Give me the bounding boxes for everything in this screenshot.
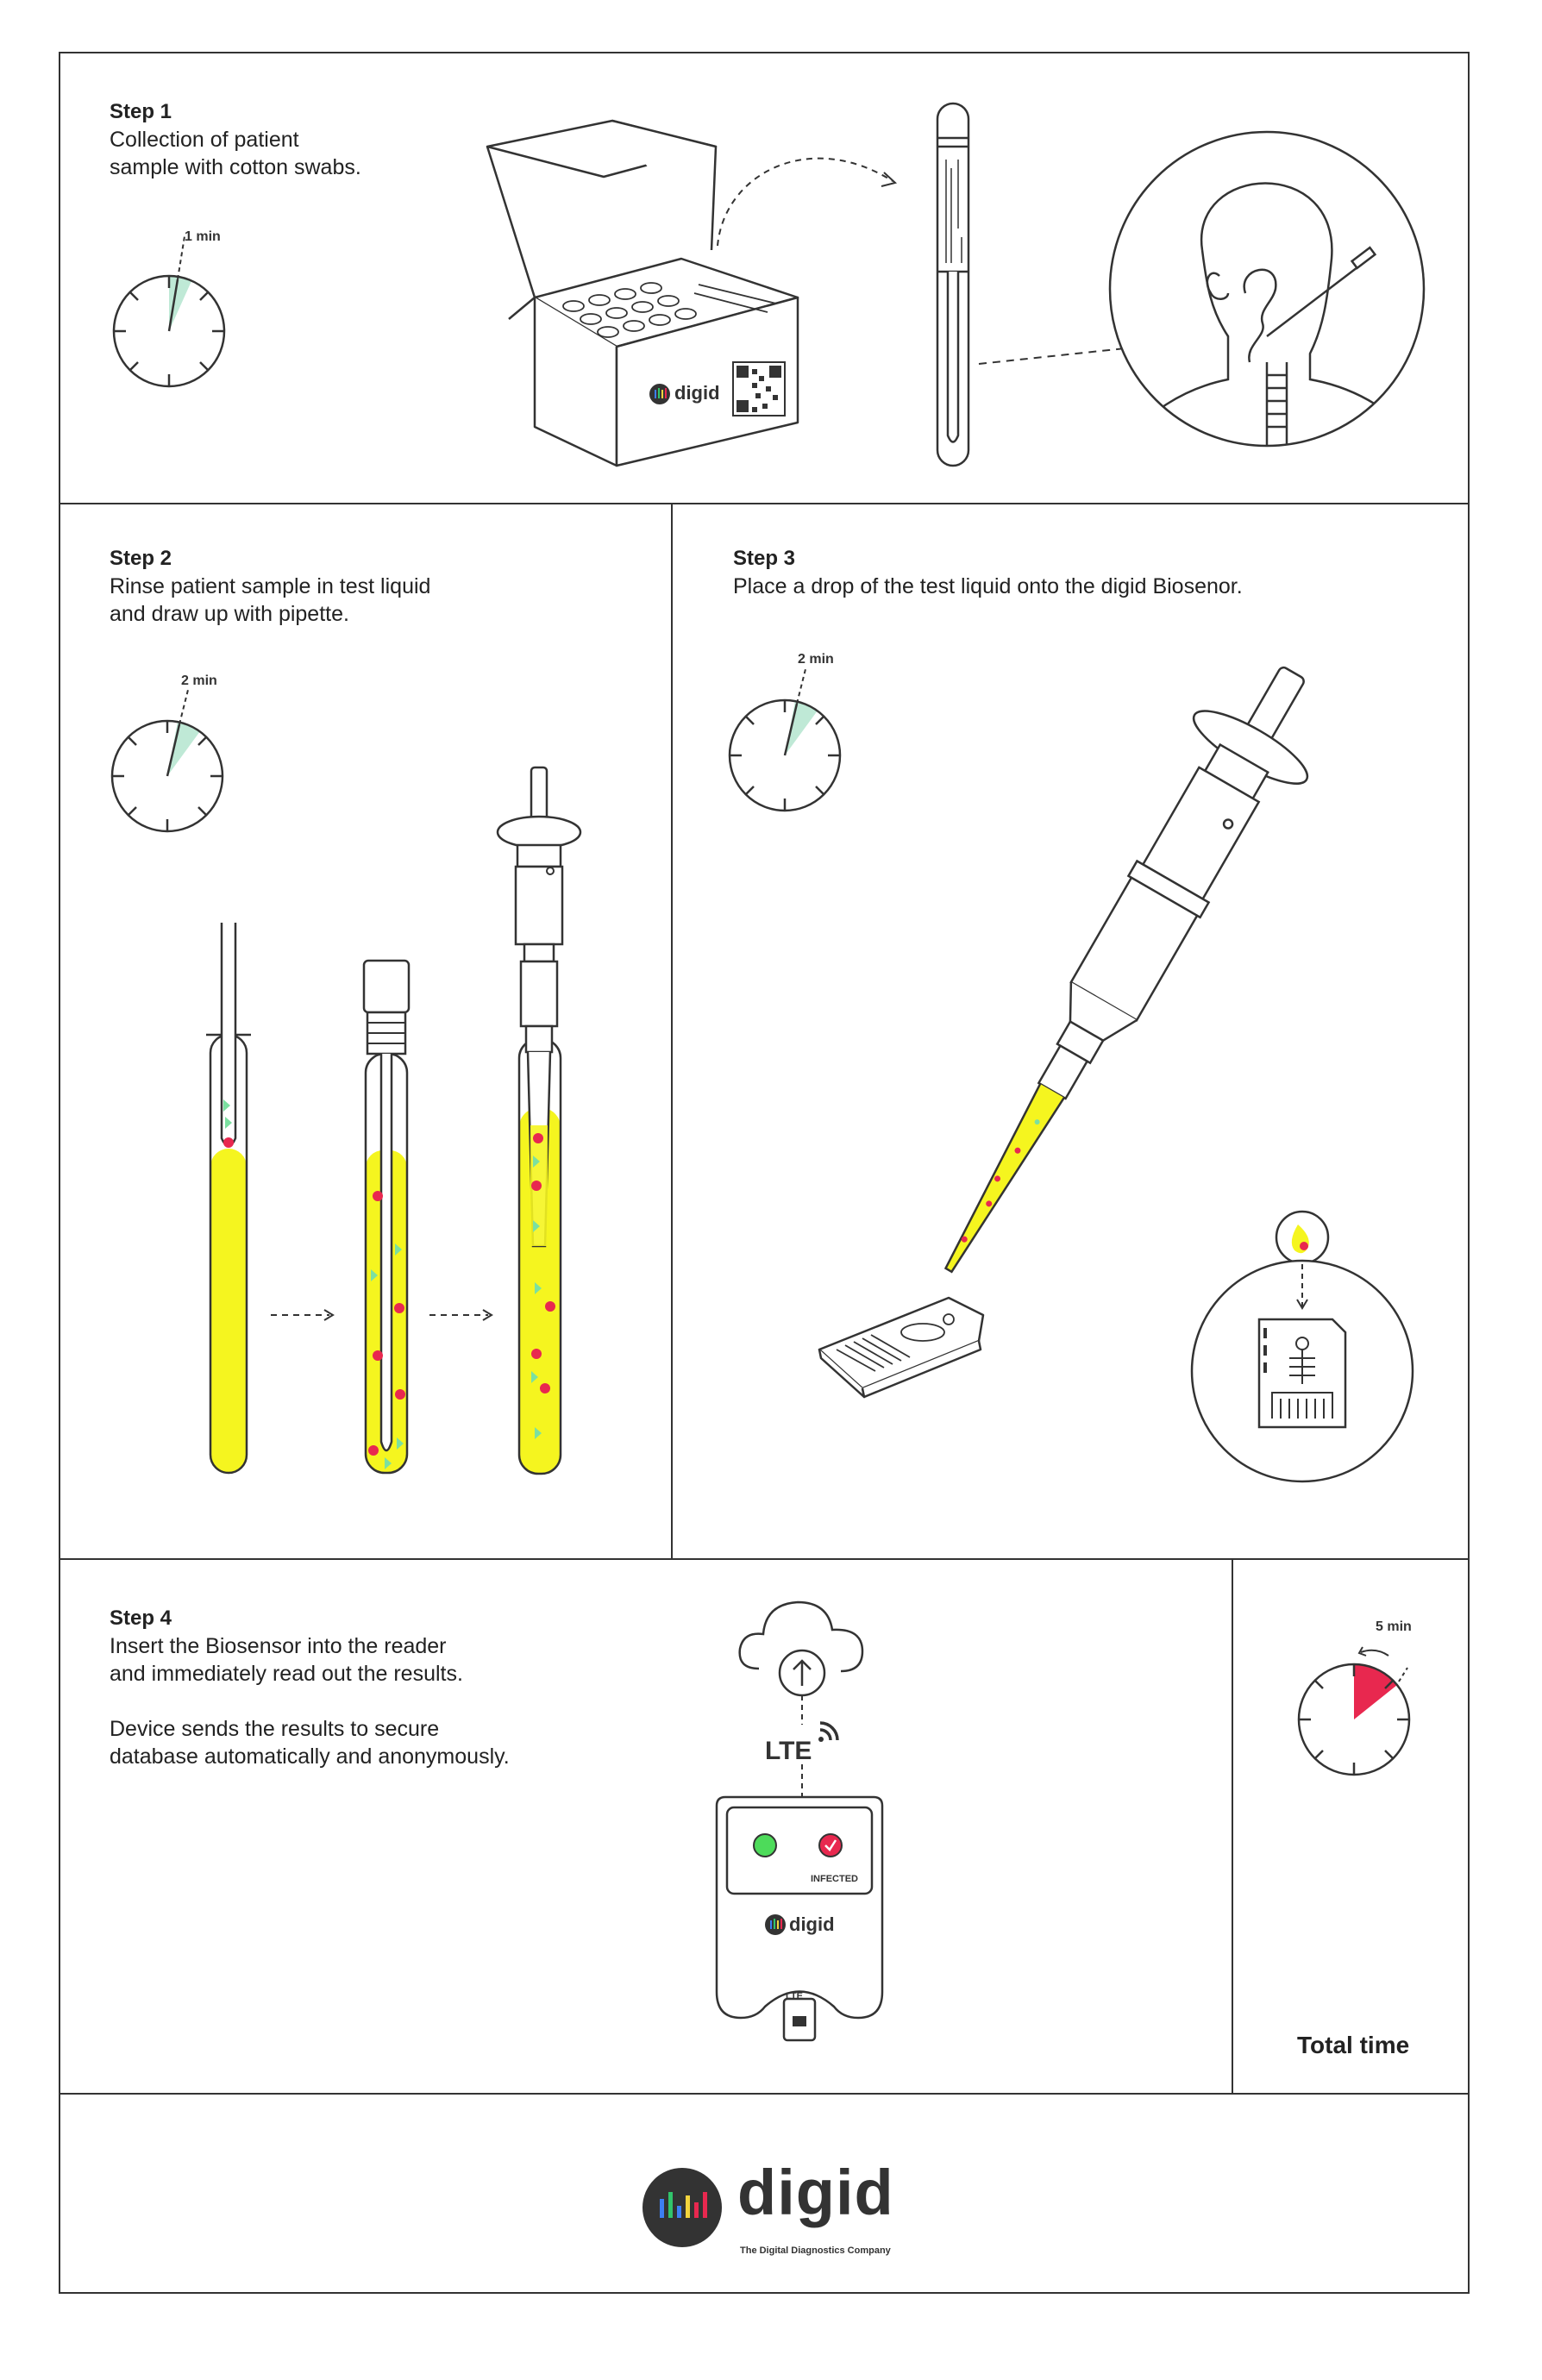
step1-timer-icon xyxy=(109,271,229,391)
step4-title: Step 4 xyxy=(110,1606,172,1630)
swab-tube xyxy=(927,99,979,479)
step2-timer-icon xyxy=(107,716,228,836)
arrow-step2-b xyxy=(428,1306,497,1324)
step4-text: Insert the Biosensor into the reader and immediately read out the results. Device sends the results to secure database automatically and anonymously. xyxy=(110,1634,510,1769)
biosensor-reader-device xyxy=(713,1795,886,2054)
total-time-label: Total time xyxy=(1297,2032,1410,2058)
step3-text: Place a drop of the test liquid onto the digid Biosenor. xyxy=(733,574,1243,598)
divider-step4-total xyxy=(1232,1558,1233,2095)
arrow-box-to-tube xyxy=(707,138,914,250)
box-brand-text: digid xyxy=(674,382,720,404)
test-tube-rinsed-swab xyxy=(352,959,421,1485)
lte-connector-dashes xyxy=(798,1764,806,1799)
digid-logo-icon xyxy=(641,2166,724,2249)
device-brand-text: digid xyxy=(789,1913,835,1935)
test-tube-with-pipette xyxy=(492,763,586,1488)
step2-timer-label: 2 min xyxy=(181,673,217,688)
device-port-lte-label: LTE xyxy=(786,1991,803,2001)
divider-step1 xyxy=(59,503,1470,504)
biosensor-drop-zoom xyxy=(1186,1207,1419,1483)
patient-swab-illustration xyxy=(1107,129,1426,448)
test-tube-with-swab xyxy=(194,923,263,1483)
divider-footer xyxy=(59,2093,1470,2095)
infected-status-label: INFECTED xyxy=(811,1874,858,1884)
step1-text: Collection of patient sample with cotton swabs. xyxy=(110,128,361,179)
step3-title: Step 3 xyxy=(733,547,796,570)
step2-text: Rinse patient sample in test liquid and draw up with pipette. xyxy=(110,574,431,626)
step2-title: Step 2 xyxy=(110,547,172,570)
signal-icon xyxy=(815,1718,849,1752)
lte-signal-label: LTE xyxy=(765,1737,812,1765)
footer-brand-name: digid xyxy=(737,2157,894,2228)
arrow-step2-a xyxy=(269,1306,338,1324)
divider-step3 xyxy=(59,1558,1470,1560)
step3-timer-label: 2 min xyxy=(798,652,834,667)
divider-step2-3 xyxy=(671,503,673,1560)
total-timer-icon xyxy=(1294,1659,1414,1780)
cloud-upload-icon xyxy=(733,1587,871,1725)
footer-brand-tagline: The Digital Diagnostics Company xyxy=(740,2245,891,2256)
step1-timer-label: 1 min xyxy=(185,229,221,244)
total-timer-label: 5 min xyxy=(1376,1619,1412,1634)
step1-title: Step 1 xyxy=(110,100,172,123)
